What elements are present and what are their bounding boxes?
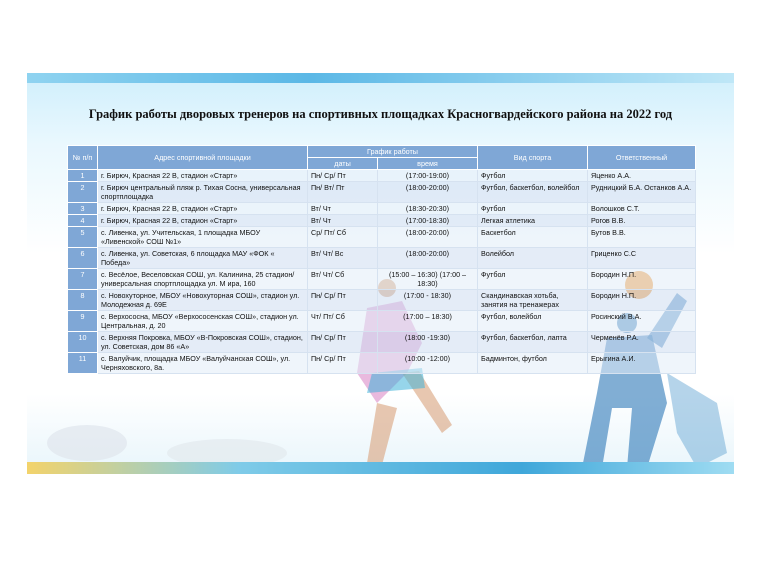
row-number: 11 xyxy=(68,353,98,374)
table-body xyxy=(68,170,696,374)
slide xyxy=(27,73,734,474)
row-dates: Пн/ Ср/ Пт xyxy=(308,290,378,311)
bottom-decor-bar xyxy=(27,462,734,474)
row-sport: Бадминтон, футбол xyxy=(478,353,588,374)
row-sport: Волейбол xyxy=(478,248,588,269)
row-sport: Футбол xyxy=(478,269,588,290)
row-number: 9 xyxy=(68,311,98,332)
row-number: 10 xyxy=(68,332,98,353)
row-dates: Пн/ Ср/ Пт xyxy=(308,332,378,353)
row-responsible: Волошков С.Т. xyxy=(588,203,696,215)
row-dates: Ср/ Пт/ Сб xyxy=(308,227,378,248)
row-address: г. Бирюч, Красная 22 В, стадион «Старт» xyxy=(98,170,308,182)
row-dates: Пн/ Вт/ Пт xyxy=(308,182,378,203)
row-number: 2 xyxy=(68,182,98,203)
row-sport: Легкая атлетика xyxy=(478,215,588,227)
row-sport: Баскетбол xyxy=(478,227,588,248)
row-sport: Футбол xyxy=(478,203,588,215)
row-number: 5 xyxy=(68,227,98,248)
row-responsible: Бородин Н.П. xyxy=(588,290,696,311)
row-number: 7 xyxy=(68,269,98,290)
row-responsible: Яценко А.А. xyxy=(588,170,696,182)
row-responsible: Бородин Н.П. xyxy=(588,269,696,290)
row-sport: Футбол, баскетбол, лапта xyxy=(478,332,588,353)
table-row xyxy=(68,182,696,203)
row-address: с. Новохуторное, МБОУ «Новохуторная СОШ», стадион ул. Молодежная д. 69Е xyxy=(98,290,308,311)
row-responsible: Рудницкий Б.А. Останков А.А. xyxy=(588,182,696,203)
table-row xyxy=(68,311,696,332)
table-row xyxy=(68,332,696,353)
table-row xyxy=(68,227,696,248)
row-dates: Пн/ Ср/ Пт xyxy=(308,170,378,182)
row-address: с. Верхняя Покровка, МБОУ «В-Покровская СОШ», стадион, ул. Советская, дом 86 «А» xyxy=(98,332,308,353)
row-responsible: Гриценко С.С xyxy=(588,248,696,269)
row-address: г. Бирюч центральный пляж р. Тихая Сосна, универсальная спортплощадка xyxy=(98,182,308,203)
row-time: (15:00 – 16:30) (17:00 – 18:30) xyxy=(378,269,478,290)
table-row xyxy=(68,248,696,269)
col-dates-header: даты xyxy=(308,158,378,170)
table-row xyxy=(68,290,696,311)
row-dates: Пн/ Ср/ Пт xyxy=(308,353,378,374)
row-time: (18:00 -19:30) xyxy=(378,332,478,353)
row-responsible: Росинский В.А. xyxy=(588,311,696,332)
table-row xyxy=(68,170,696,182)
row-time: (18:30-20:30) xyxy=(378,203,478,215)
col-address-header: Адрес спортивной площадки xyxy=(98,146,308,170)
row-time: (18:00-20:00) xyxy=(378,227,478,248)
row-dates: Вт/ Чт/ Вс xyxy=(308,248,378,269)
row-address: с. Верхососна, МБОУ «Верхососенская СОШ», стадион ул. Центральная, д. 20 xyxy=(98,311,308,332)
row-time: (17:00 – 18:30) xyxy=(378,311,478,332)
row-number: 1 xyxy=(68,170,98,182)
row-address: с. Ливенка, ул. Учительская, 1 площадка МБОУ «Ливенской» СОШ №1» xyxy=(98,227,308,248)
row-responsible: Бутов В.В. xyxy=(588,227,696,248)
col-responsible-header: Ответственный xyxy=(588,146,696,170)
row-address: с. Ливенка, ул. Советская, 6 площадка МАУ «ФОК « Победа» xyxy=(98,248,308,269)
row-dates: Вт/ Чт xyxy=(308,203,378,215)
row-address: с. Валуйчик, площадка МБОУ «Валуйчанская СОШ», ул. Черняховского, 8а. xyxy=(98,353,308,374)
row-address: г. Бирюч, Красная 22 В, стадион «Старт» xyxy=(98,203,308,215)
col-sport-header: Вид спорта xyxy=(478,146,588,170)
row-dates: Вт/ Чт/ Сб xyxy=(308,269,378,290)
row-responsible: Черменёв Р.А. xyxy=(588,332,696,353)
row-sport: Футбол xyxy=(478,170,588,182)
row-time: (10:00 -12:00) xyxy=(378,353,478,374)
row-sport: Футбол, баскетбол, волейбол xyxy=(478,182,588,203)
row-responsible: Ерыгина А.И. xyxy=(588,353,696,374)
table-row xyxy=(68,353,696,374)
row-time: (18:00-20:00) xyxy=(378,248,478,269)
row-sport: Футбол, волейбол xyxy=(478,311,588,332)
table-row xyxy=(68,203,696,215)
row-responsible: Рогов В.В. xyxy=(588,215,696,227)
row-number: 4 xyxy=(68,215,98,227)
row-time: (17:00-19:00) xyxy=(378,170,478,182)
table-header-row xyxy=(68,146,696,158)
col-schedule-header: График работы xyxy=(308,146,478,158)
row-dates: Вт/ Чт xyxy=(308,215,378,227)
row-sport: Скандинавская хотьба, занятия на тренажерах xyxy=(478,290,588,311)
page-title: График работы дворовых тренеров на спортивных площадках Красногвардейского района на 2022 год xyxy=(88,107,673,121)
row-time: (17:00 - 18:30) xyxy=(378,290,478,311)
row-address: г. Бирюч, Красная 22 В, стадион «Старт» xyxy=(98,215,308,227)
row-time: (18:00-20:00) xyxy=(378,182,478,203)
row-dates: Чт/ Пт/ Сб xyxy=(308,311,378,332)
row-number: 6 xyxy=(68,248,98,269)
table-row xyxy=(68,269,696,290)
row-number: 3 xyxy=(68,203,98,215)
table-row xyxy=(68,215,696,227)
row-address: с. Весёлое, Веселовская СОШ, ул. Калинина, 25 стадион/универсальная спортплощадка ул. М ира, 160 xyxy=(98,269,308,290)
col-time-header: время xyxy=(378,158,478,170)
row-time: (17:00-18:30) xyxy=(378,215,478,227)
schedule-table xyxy=(67,145,696,374)
row-number: 8 xyxy=(68,290,98,311)
col-num-header: № п/п xyxy=(68,146,98,170)
